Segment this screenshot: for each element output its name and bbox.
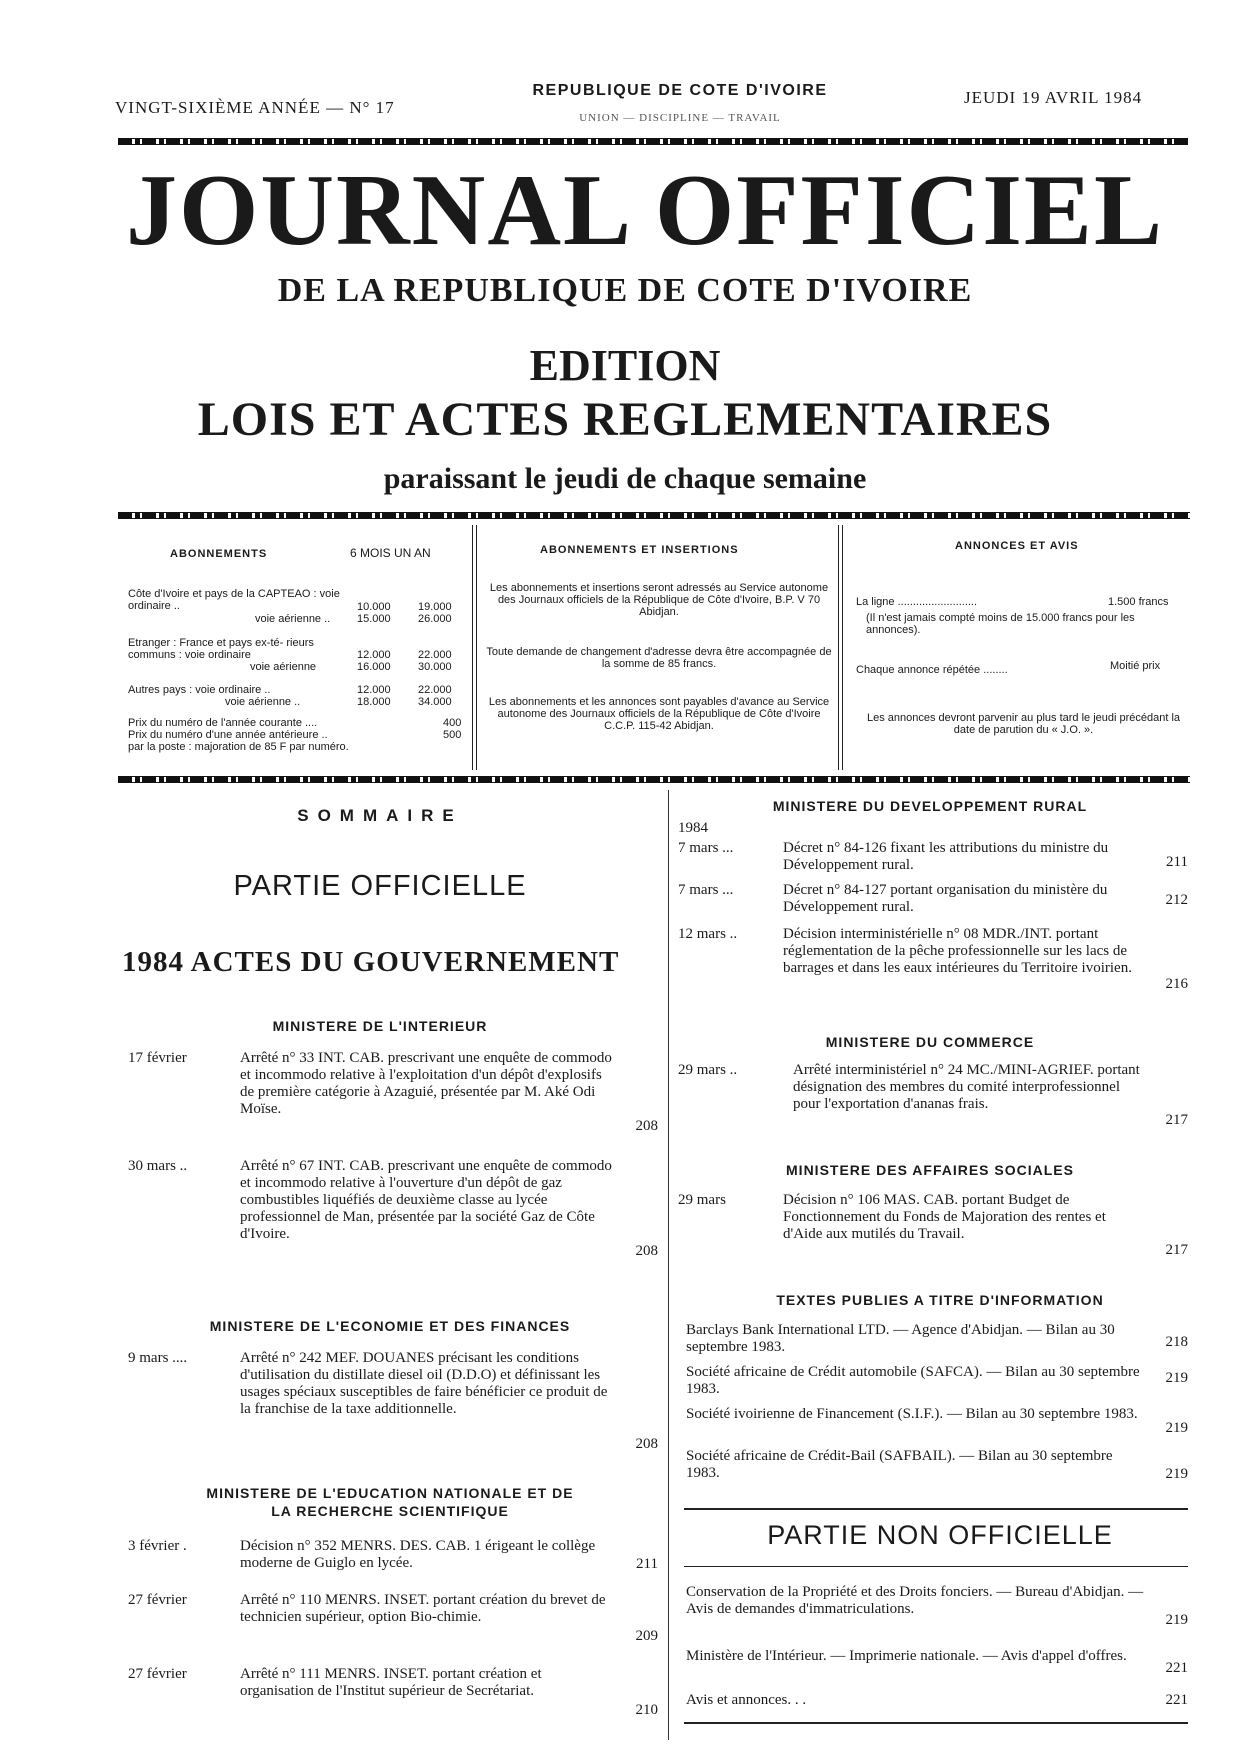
issue-date: JEUDI 19 AVRIL 1984 bbox=[964, 88, 1143, 107]
abonnement-value: 19.000 bbox=[418, 601, 452, 613]
abonnement-value: 12.000 bbox=[357, 649, 391, 661]
abonnement-value: 12.000 bbox=[357, 684, 391, 696]
entry-text: Arrêté interministériel n° 24 MC./MINI-AGRIEF. portant désignation des membres du comité interprofessionnel pour l'exportation d'ananas frais. bbox=[793, 1062, 1140, 1112]
insertions-text-3: Les abonnements et les annonces sont payables d'avance au Service autonome des Journaux officiels de la République de Côte d'Ivoire C.C.P. 115-42 Abidjan. bbox=[488, 696, 830, 732]
abonnement-row: voie aérienne .. bbox=[225, 696, 301, 708]
entry-page: 219 bbox=[1165, 1466, 1188, 1482]
ministry-sociales-heading: MINISTERE DES AFFAIRES SOCIALES bbox=[786, 1162, 1074, 1178]
journal-title: JOURNAL OFFICIEL bbox=[126, 154, 1164, 267]
entry-page: 216 bbox=[1165, 976, 1188, 992]
textes-information-heading: TEXTES PUBLIES A TITRE D'INFORMATION bbox=[776, 1292, 1104, 1308]
entry-date: 3 février . bbox=[128, 1538, 187, 1554]
entry-page: 217 bbox=[1165, 1112, 1188, 1128]
entry-page: 221 bbox=[1165, 1660, 1188, 1676]
column-divider bbox=[668, 790, 669, 1740]
entry-date: 30 mars .. bbox=[128, 1158, 188, 1174]
box-bottom-rule bbox=[118, 776, 1190, 783]
abonnement-value: 34.000 bbox=[418, 696, 452, 708]
abonnement-value: 30.000 bbox=[418, 661, 452, 673]
abonnement-row: voie aérienne bbox=[250, 661, 317, 673]
annonces-delai: Les annonces devront parvenir au plus tard le jeudi précédant la date de parution du « J.O. ». bbox=[866, 712, 1181, 736]
sommaire-entry bbox=[678, 926, 1188, 1006]
entry-date: 9 mars .... bbox=[128, 1350, 188, 1366]
non-officielle-rule-bottom bbox=[684, 1566, 1188, 1567]
abonnements-periods: 6 MOIS UN AN bbox=[350, 546, 431, 560]
entry-text: Conservation de la Propriété et des Droits fonciers. — Bureau d'Abidjan. — Avis de demandes d'immatriculations. bbox=[686, 1584, 1144, 1617]
entry-page: 221 bbox=[1165, 1692, 1188, 1708]
annonces-repetee: Chaque annonce répétée ........ bbox=[856, 664, 1008, 676]
entry-date: 27 février bbox=[128, 1592, 187, 1608]
annonces-title: ANNONCES ET AVIS bbox=[955, 540, 1079, 552]
prix-courant: Prix du numéro de l'année courante .... bbox=[128, 717, 318, 729]
entry-page: 208 bbox=[635, 1243, 658, 1259]
journal-subtitle: DE LA REPUBLIQUE DE COTE D'IVOIRE bbox=[277, 272, 973, 309]
abonnement-value: 16.000 bbox=[357, 661, 391, 673]
entry-page: 211 bbox=[1166, 854, 1188, 870]
entry-date: 27 février bbox=[128, 1666, 187, 1682]
entry-page: 208 bbox=[635, 1118, 658, 1134]
actes-gouvernement-title: 1984 ACTES DU GOUVERNEMENT bbox=[122, 946, 620, 978]
entry-date: 7 mars ... bbox=[678, 840, 734, 856]
entry-text: Décision interministérielle n° 08 MDR./INT. portant réglementation de la pêche professionnelle sur les lacs de barrages et dans les eaux intérieures du Territoire ivoirien. bbox=[783, 926, 1132, 976]
entry-page: 209 bbox=[635, 1628, 658, 1644]
box-divider-3 bbox=[838, 525, 839, 770]
sommaire-entry bbox=[128, 1592, 658, 1652]
republic-name: REPUBLIQUE DE COTE D'IVOIRE bbox=[532, 82, 828, 99]
sommaire-entry bbox=[678, 882, 1188, 922]
entry-page: 211 bbox=[636, 1556, 658, 1572]
republic-motto: UNION — DISCIPLINE — TRAVAIL bbox=[579, 112, 781, 124]
prix-anterieur-value: 500 bbox=[443, 729, 462, 741]
sommaire-title: SOMMAIRE bbox=[297, 806, 463, 825]
entry-text: Société ivoirienne de Financement (S.I.F.). — Bilan au 30 septembre 1983. bbox=[686, 1406, 1138, 1422]
sommaire-entry bbox=[678, 1062, 1188, 1142]
abonnements-title: ABONNEMENTS bbox=[170, 548, 268, 560]
edition-name: LOIS ET ACTES REGLEMENTAIRES bbox=[197, 393, 1053, 446]
sommaire-entry bbox=[678, 1192, 1188, 1272]
sommaire-entry bbox=[686, 1584, 1188, 1644]
entry-text: Société africaine de Crédit-Bail (SAFBAIL). — Bilan au 30 septembre 1983. bbox=[686, 1448, 1113, 1481]
sommaire-entry bbox=[686, 1448, 1188, 1488]
sommaire-entry bbox=[686, 1406, 1188, 1446]
partie-non-officielle-title: PARTIE NON OFFICIELLE bbox=[767, 1520, 1113, 1550]
entry-page: 218 bbox=[1165, 1334, 1188, 1350]
edition-label: EDITION bbox=[529, 341, 721, 390]
entry-page: 208 bbox=[635, 1436, 658, 1452]
sommaire-entry bbox=[686, 1692, 1188, 1714]
entry-text: Avis et annonces. . . bbox=[686, 1692, 807, 1708]
abonnement-value: 22.000 bbox=[418, 649, 452, 661]
box-divider-4 bbox=[842, 525, 843, 770]
entry-text: Décret n° 84-127 portant organisation du ministère du Développement rural. bbox=[783, 882, 1108, 915]
entry-text: Arrêté n° 110 MENRS. INSET. portant création du brevet de technicien supérieur, option Bio-chimie. bbox=[240, 1592, 606, 1625]
abonnement-row: voie aérienne .. bbox=[255, 613, 331, 625]
box-divider-1 bbox=[472, 525, 473, 770]
entry-text: Barclays Bank International LTD. — Agence d'Abidjan. — Bilan au 30 septembre 1983. bbox=[686, 1322, 1115, 1355]
insertions-text-1: Les abonnements et insertions seront adressés au Service autonome des Journaux officiels de la République de Côte d'Ivoire, B.P. V 70 Abidjan. bbox=[489, 582, 829, 618]
entry-text: Arrêté n° 33 INT. CAB. prescrivant une enquête de commodo et incommodo relative à l'exploitation d'un dépôt d'explosifs de première catégorie à Azaguié, présentée par M. Aké Odi Moïse. bbox=[240, 1050, 612, 1117]
abonnement-value: 18.000 bbox=[357, 696, 391, 708]
sommaire-entry bbox=[128, 1158, 658, 1268]
abonnement-value: 22.000 bbox=[418, 684, 452, 696]
masthead-rule bbox=[118, 512, 1190, 519]
ministry-interieur-heading: MINISTERE DE L'INTERIEUR bbox=[272, 1018, 488, 1034]
sommaire-entry bbox=[686, 1322, 1188, 1362]
entry-text: Ministère de l'Intérieur. — Imprimerie nationale. — Avis d'appel d'offres. bbox=[686, 1648, 1127, 1664]
sommaire-entry bbox=[686, 1648, 1188, 1688]
abonnement-row: Côte d'Ivoire et pays de la CAPTEAO : voie ordinaire .. bbox=[128, 588, 340, 612]
sommaire-entry bbox=[128, 1050, 658, 1140]
sommaire-entry bbox=[128, 1538, 658, 1578]
annonces-ligne: La ligne .......................... bbox=[856, 596, 978, 608]
entry-text: Société africaine de Crédit automobile (SAFCA). — Bilan au 30 septembre 1983. bbox=[686, 1364, 1140, 1397]
entry-text: Décret n° 84-126 fixant les attributions du ministre du Développement rural. bbox=[783, 840, 1109, 873]
ministry-education-heading: MINISTERE DE L'EDUCATION NATIONALE ET DE LA RECHERCHE SCIENTIFIQUE bbox=[206, 1485, 574, 1519]
entry-page: 210 bbox=[635, 1702, 658, 1718]
bottom-rule bbox=[684, 1722, 1188, 1724]
insertions-text-2: Toute demande de changement d'adresse devra être accompagnée de la somme de 85 francs. bbox=[486, 646, 832, 670]
entry-page: 219 bbox=[1165, 1612, 1188, 1628]
entry-text: Arrêté n° 111 MENRS. INSET. portant création et organisation de l'Institut supérieur de Secrétariat. bbox=[240, 1666, 542, 1699]
non-officielle-rule bbox=[684, 1508, 1188, 1510]
entry-date: 29 mars .. bbox=[678, 1062, 738, 1078]
entry-text: Arrêté n° 242 MEF. DOUANES précisant les conditions d'utilisation du distillate diesel oil (D.D.O) et définissant les usages spéciaux susceptibles de faire bénéficier ce produit de la franchise de la taxe additionnelle. bbox=[240, 1350, 608, 1417]
entry-text: Arrêté n° 67 INT. CAB. prescrivant une enquête de commodo et incommodo relative à l'ouverture d'un dépôt de gaz combustibles liquéfiés de deuxième classe au lycée professionnel de Man, présentée par la société Gaz de Côte d'Ivoire. bbox=[240, 1158, 612, 1242]
annonces-note: (Il n'est jamais compté moins de 15.000 francs pour les annonces). bbox=[866, 612, 1135, 636]
entry-date: 12 mars .. bbox=[678, 926, 738, 942]
prix-courant-value: 400 bbox=[443, 717, 462, 729]
poste-majoration: par la poste : majoration de 85 F par numéro. bbox=[128, 741, 349, 753]
entry-text: Décision n° 352 MENRS. DES. CAB. 1 érigeant le collège moderne de Guiglo en lycée. bbox=[240, 1538, 596, 1571]
ministry-commerce-heading: MINISTERE DU COMMERCE bbox=[825, 1034, 1035, 1050]
sommaire-entry bbox=[686, 1364, 1188, 1404]
entry-page: 219 bbox=[1165, 1420, 1188, 1436]
insertions-title: ABONNEMENTS ET INSERTIONS bbox=[540, 544, 739, 556]
sommaire-entry bbox=[678, 840, 1188, 880]
entry-text: Décision n° 106 MAS. CAB. portant Budget de Fonctionnement du Fonds de Majoration des rentes et d'Aide aux mutilés du Travail. bbox=[783, 1192, 1106, 1242]
sommaire-entry bbox=[128, 1350, 658, 1460]
box-divider-2 bbox=[476, 525, 477, 770]
issue-number: VINGT-SIXIÈME ANNÉE — N° 17 bbox=[115, 98, 395, 117]
annonces-repetee-value: Moitié prix bbox=[1110, 660, 1161, 672]
sommaire-entry bbox=[128, 1666, 658, 1726]
entry-date: 17 février bbox=[128, 1050, 187, 1066]
ministry-rural-heading: MINISTERE DU DEVELOPPEMENT RURAL bbox=[772, 798, 1088, 814]
entry-date: 7 mars ... bbox=[678, 882, 734, 898]
abonnement-value: 10.000 bbox=[357, 601, 391, 613]
abonnement-value: 15.000 bbox=[357, 613, 391, 625]
entry-date: 29 mars bbox=[678, 1192, 726, 1208]
abonnement-row: Etranger : France et pays ex-té- rieurs communs : voie ordinaire bbox=[128, 637, 314, 661]
abonnement-row: Autres pays : voie ordinaire .. bbox=[128, 684, 271, 696]
publication-frequency: paraissant le jeudi de chaque semaine bbox=[383, 462, 867, 495]
annonces-ligne-value: 1.500 francs bbox=[1108, 596, 1169, 608]
year-label: 1984 bbox=[678, 820, 708, 836]
entry-page: 212 bbox=[1165, 892, 1188, 908]
entry-page: 217 bbox=[1165, 1242, 1188, 1258]
abonnement-value: 26.000 bbox=[418, 613, 452, 625]
header-rule bbox=[118, 138, 1188, 145]
entry-page: 219 bbox=[1165, 1370, 1188, 1386]
prix-anterieur: Prix du numéro d'une année antérieure .. bbox=[128, 729, 328, 741]
partie-officielle-title: PARTIE OFFICIELLE bbox=[233, 870, 527, 902]
ministry-economie-heading: MINISTERE DE L'ECONOMIE ET DES FINANCES bbox=[209, 1318, 571, 1334]
